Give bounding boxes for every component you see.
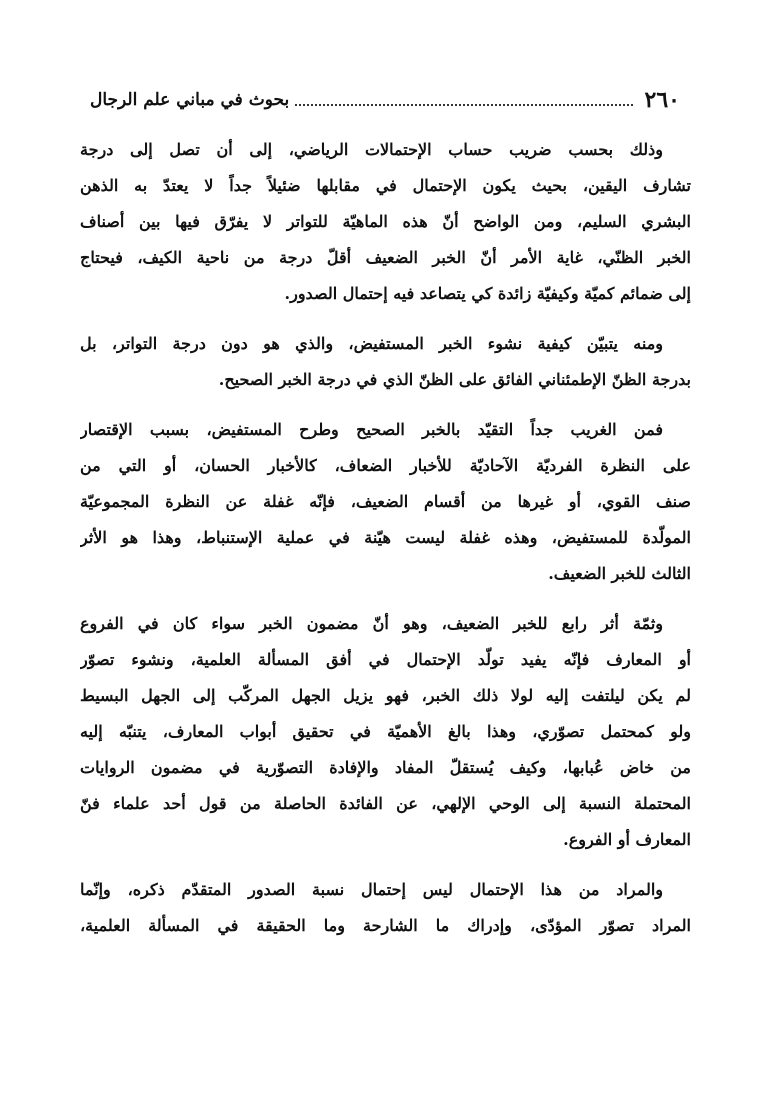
text-line: على النظرة الفرديّة الآحاديّة للأخبار الضعاف، كالأخبار الحسان، أو التي من (80, 456, 691, 475)
text-line: ومنه يتبيّن كيفية نشوء الخبر المستفيض، والذي هو دون درجة التواتر، بل (80, 334, 663, 353)
text-line: إلى ضمائم كميّة وكيفيّة زائدة كي يتصاعد فيه إحتمال الصدور. (284, 284, 691, 303)
text-line: بدرجة الظنّ الإطمئناني الفائق على الظنّ الذي في درجة الخبر الصحيح. (218, 370, 691, 389)
paragraph (80, 412, 691, 592)
text-line: المعارف أو الفروع. (563, 830, 691, 849)
page-number: ٢٦٠ (644, 87, 680, 113)
text-line: فمن الغريب جداً التقيّد بالخبر الصحيح وطرح المستفيض، بسبب الإقتصار (80, 420, 664, 439)
text-line: تشارف اليقين، بحيث يكون الإحتمال في مقابلها ضئيلاً جداً لا يعتدّ به الذهن (80, 176, 691, 195)
paragraph (80, 326, 691, 398)
body-text (80, 132, 691, 958)
text-line: الثالث للخبر الضعيف. (548, 564, 691, 583)
paragraph (80, 872, 691, 944)
text-line: المولّدة للمستفيض، وهذه غفلة ليست هيّنة في عملية الإستنباط، وهذا هو الأثر (80, 528, 691, 547)
running-title: بحوث في مباني علم الرجال (90, 90, 290, 110)
text-line: والمراد من هذا الإحتمال ليس إحتمال نسبة الصدور المتقدّم ذكره، وإنّما (80, 880, 663, 899)
header-leader-dots (295, 94, 632, 106)
text-line: صنف القوي، أو غيرها من أقسام الضعيف، فإنّه غفلة عن النظرة المجموعيّة (80, 492, 691, 511)
text-line: ولو كمحتمل تصوّري، وهذا بالغ الأهميّة في تحقيق أبواب المعارف، يتنبّه إليه (80, 722, 691, 741)
text-line: وذلك بحسب ضريب حساب الإحتمالات الرياضي، إلى أن تصل إلى درجة (80, 140, 663, 159)
text-line: أو المعارف فإنّه يفيد تولّد الإحتمال في أفق المسألة العلمية، ونشوء تصوّر (80, 650, 691, 669)
text-line: لم يكن ليلتفت إليه لولا ذلك الخبر، فهو يزيل الجهل المركّب إلى الجهل البسيط (80, 686, 691, 705)
text-line: الخبر الظنّي، غاية الأمر أنّ الخبر الضعيف أقلّ درجة من ناحية الكيف، فيحتاج (80, 248, 691, 267)
paragraph (80, 132, 691, 312)
paragraph (80, 606, 691, 858)
text-line: البشري السليم، ومن الواضح أنّ هذه الماهيّة للتواتر لا يفرّق فيها بين أصناف (80, 212, 691, 231)
text-line: المراد تصوّر المؤدّى، وإدراك ما الشارحة وما الحقيقة في المسألة العلمية، (80, 916, 691, 935)
page-header (90, 86, 680, 114)
text-line: المحتملة النسبة إلى الوحي الإلهي، عن الفائدة الحاصلة من قول أحد علماء فنّ (80, 794, 691, 813)
text-line: وثمّة أثر رابع للخبر الضعيف، وهو أنّ مضمون الخبر سواء كان في الفروع (80, 614, 663, 633)
text-line: من خاض عُبابها، وكيف يُستقلّ المفاد والإفادة التصوّرية في مضمون الروايات (80, 758, 691, 777)
